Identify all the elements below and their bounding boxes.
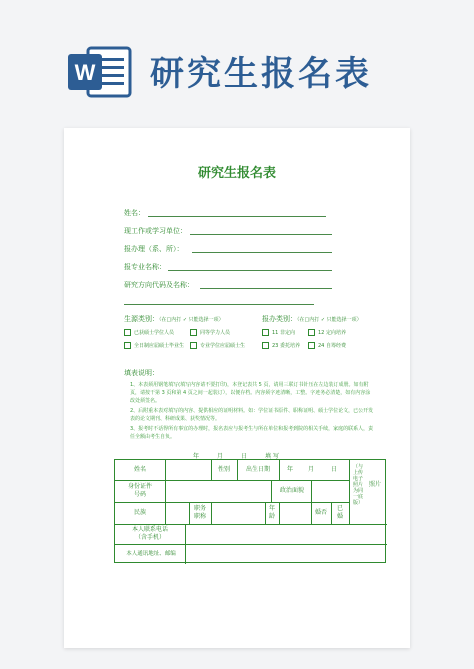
checkbox-icon (308, 342, 315, 349)
checkbox-icon (308, 329, 315, 336)
note-1: 1、本表须用钢笔填写(填写内容请不要打印)，本登记表共 5 页，请用三联订书针压在左边装订成册。如有附页，请按干第 3 页和第 4 页之间一起装订），以便存档。内容须字迹清晰，工整。字迹务必清楚，如有内容涂改处须签名。 (130, 382, 371, 404)
name-field[interactable] (148, 216, 326, 217)
address-label: 本人通讯地址、邮编 (126, 551, 176, 557)
marital-value-2: 婚 (336, 513, 343, 520)
major-field[interactable] (168, 270, 332, 271)
photo-note: （与上传电子照片为同一底版） (352, 464, 363, 506)
major-label: 报专业名称： (124, 263, 166, 271)
birth-year-unit: 年 (286, 466, 293, 473)
category-section-label (262, 314, 362, 324)
category-option-3[interactable]: 23 委托培养 (262, 342, 300, 349)
checkbox-icon (124, 342, 131, 349)
research-label: 研究方向代码及名称： (124, 281, 194, 289)
marital-value-1: 已 (336, 505, 343, 512)
source-hint: （在□内打 ✓ 只能选择一项） (159, 317, 224, 323)
ethnicity-label: 民族 (133, 509, 146, 516)
notes-title: 填表说明： (124, 369, 159, 377)
source-option-1[interactable]: 已获硕士学位人员 (124, 329, 174, 336)
category-option-1[interactable]: 11 非定向 (262, 329, 295, 336)
id-label-2: 号码 (133, 491, 146, 498)
gender-cell-label: 性别 (217, 466, 230, 473)
source-section-label (124, 314, 224, 324)
svg-text:W: W (74, 60, 96, 85)
note-3: 3、报考时不话得所有事宜的办理时，报名表应与报考生与所在单位和报考到院的相关手续，家庭的联系人，责任全额由考生自负。 (130, 426, 374, 440)
photo-label: 照片 (368, 481, 381, 488)
id-label-1: 身份证件 (127, 483, 152, 490)
checkbox-icon (124, 329, 131, 336)
research-field[interactable] (200, 288, 332, 289)
date-line: 年 月 日 填写 (192, 453, 281, 460)
checkbox-icon (262, 342, 269, 349)
age-label-2: 龄 (268, 513, 275, 520)
checkbox-icon (262, 329, 269, 336)
phone-label-2: （含手机） (134, 534, 165, 541)
form-page (64, 128, 410, 648)
birth-day-unit: 日 (330, 466, 337, 473)
political-label: 政治面貌 (279, 487, 304, 494)
title-label-1: 职务 (193, 505, 206, 512)
word-icon (66, 42, 132, 102)
name-label: 姓名： (124, 209, 145, 217)
birth-month-unit: 月 (307, 466, 314, 473)
banner-title: 研究生报名表 (150, 54, 372, 94)
source-label: 生源类别： (124, 315, 159, 323)
source-option-2[interactable]: 同等学力人员 (190, 329, 230, 336)
source-option-3[interactable]: 全日制应届硕士毕业生 (124, 342, 184, 349)
category-option-4[interactable]: 24 自筹经费 (308, 342, 346, 349)
age-label-1: 年 (268, 505, 275, 512)
category-option-2[interactable]: 12 定向培养 (308, 329, 346, 336)
name-cell-label: 姓名 (133, 466, 146, 473)
phone-label-1: 本人联系电话 (131, 526, 168, 533)
source-option-4[interactable]: 专业学位应届硕士生 (190, 342, 245, 349)
department-label: 报办理（系、所）： (124, 245, 184, 253)
form-title: 研究生报名表 (197, 166, 276, 181)
title-label-2: 职称 (193, 513, 206, 520)
category-label: 报办类别： (262, 315, 297, 323)
work-unit-label: 现工作或学习单位： (124, 227, 187, 235)
department-field[interactable] (192, 252, 332, 253)
work-unit-field[interactable] (190, 234, 332, 235)
info-table (114, 459, 386, 563)
marital-label: 婚否 (314, 509, 327, 516)
checkbox-icon (190, 329, 197, 336)
category-hint: （在□内打 ✓ 只能选择一项） (297, 317, 362, 323)
note-2: 2、后附重本表对填写的内容、提供相应的证明材料。如：学位证书原件、职称证明、硕士学位论文，已公开发表的论文期刊、科研成果、获奖情况等。 (130, 408, 374, 422)
research-field-2[interactable] (124, 304, 314, 305)
birth-cell-label: 出生日期 (245, 466, 270, 473)
checkbox-icon (190, 342, 197, 349)
